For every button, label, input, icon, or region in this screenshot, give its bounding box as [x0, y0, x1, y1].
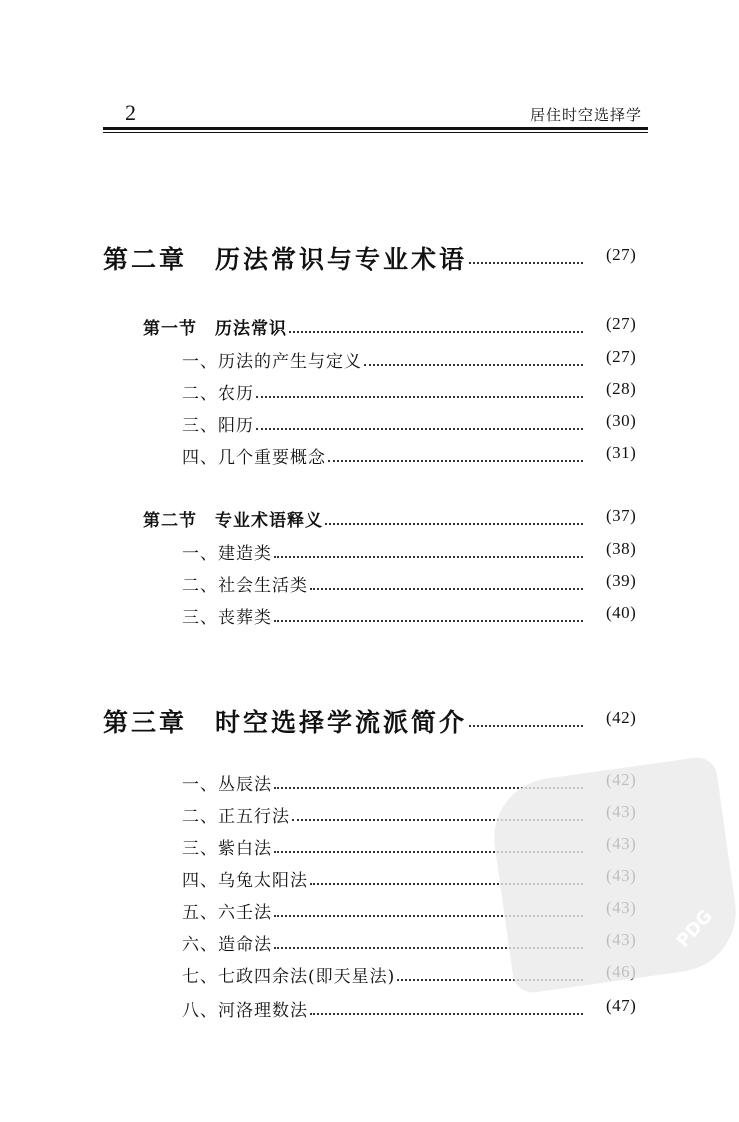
toc-item	[182, 571, 585, 596]
toc-entry-title: 三、阳历	[182, 416, 254, 436]
toc-page-number: (39)	[606, 571, 637, 590]
toc-page-number: (28)	[606, 379, 637, 398]
watermark-text: PDG	[672, 905, 717, 952]
toc-entry-title: 一、历法的产生与定义	[182, 352, 362, 372]
header-rule-thick	[103, 127, 648, 130]
toc-entry-title: 四、几个重要概念	[182, 448, 326, 468]
toc-section	[143, 314, 585, 339]
watermark-stamp	[487, 755, 739, 995]
toc-entry-title: 八、河洛理数法	[182, 1001, 308, 1021]
dot-leader	[274, 620, 583, 622]
toc-entry-title: 六、造命法	[182, 935, 272, 955]
toc-page-number: (30)	[606, 411, 637, 430]
toc-page-number: (31)	[606, 443, 637, 462]
toc-page-number: (38)	[606, 539, 637, 558]
toc-entry-title: 三、丧葬类	[182, 608, 272, 628]
toc-chapter	[103, 703, 585, 739]
toc-entry-title: 四、乌兔太阳法	[182, 871, 308, 891]
dot-leader	[328, 460, 583, 462]
toc-item	[182, 996, 585, 1021]
page-number: 2	[125, 100, 136, 125]
toc-page-number: (27)	[606, 347, 637, 366]
toc-entry-title: 二、社会生活类	[182, 576, 308, 596]
toc-entry-title: 一、丛辰法	[182, 775, 272, 795]
toc-item	[182, 603, 585, 628]
running-title: 居住时空选择学	[529, 106, 642, 124]
toc-entry-title: 一、建造类	[182, 544, 272, 564]
toc-item	[182, 347, 585, 372]
dot-leader	[256, 428, 583, 430]
toc-entry-title: 七、七政四余法(即天星法)	[182, 967, 396, 987]
toc-entry-title: 第一节 历法常识	[143, 319, 287, 339]
dot-leader	[325, 523, 583, 525]
toc-page-number: (42)	[606, 708, 637, 727]
dot-leader	[274, 556, 583, 558]
toc-item	[182, 379, 585, 404]
toc-section	[143, 506, 585, 531]
toc-entry-title: 五、六壬法	[182, 903, 272, 923]
toc-entry-title: 二、农历	[182, 384, 254, 404]
header-rule-thin	[103, 132, 648, 133]
toc-entry-title: 二、正五行法	[182, 807, 290, 827]
toc-item	[182, 539, 585, 564]
toc-page-number: (27)	[606, 314, 637, 333]
toc-entry-title: 第二章 历法常识与专业术语	[103, 245, 468, 274]
page-header	[103, 100, 648, 128]
toc-chapter	[103, 240, 585, 276]
dot-leader	[310, 1013, 583, 1015]
dot-leader	[256, 396, 583, 398]
toc-page-number: (27)	[606, 245, 637, 264]
dot-leader	[364, 364, 583, 366]
toc-item	[182, 411, 585, 436]
dot-leader	[469, 262, 583, 264]
dot-leader	[310, 588, 583, 590]
dot-leader	[469, 725, 583, 727]
toc-entry-title: 第三章 时空选择学流派简介	[103, 708, 468, 737]
dot-leader	[289, 331, 583, 333]
toc-page-number: (37)	[606, 506, 637, 525]
toc-page-number: (40)	[606, 603, 637, 622]
toc-item	[182, 443, 585, 468]
toc-page-number: (47)	[606, 996, 637, 1015]
toc-entry-title: 第二节 专业术语释义	[143, 511, 323, 531]
toc-entry-title: 三、紫白法	[182, 839, 272, 859]
